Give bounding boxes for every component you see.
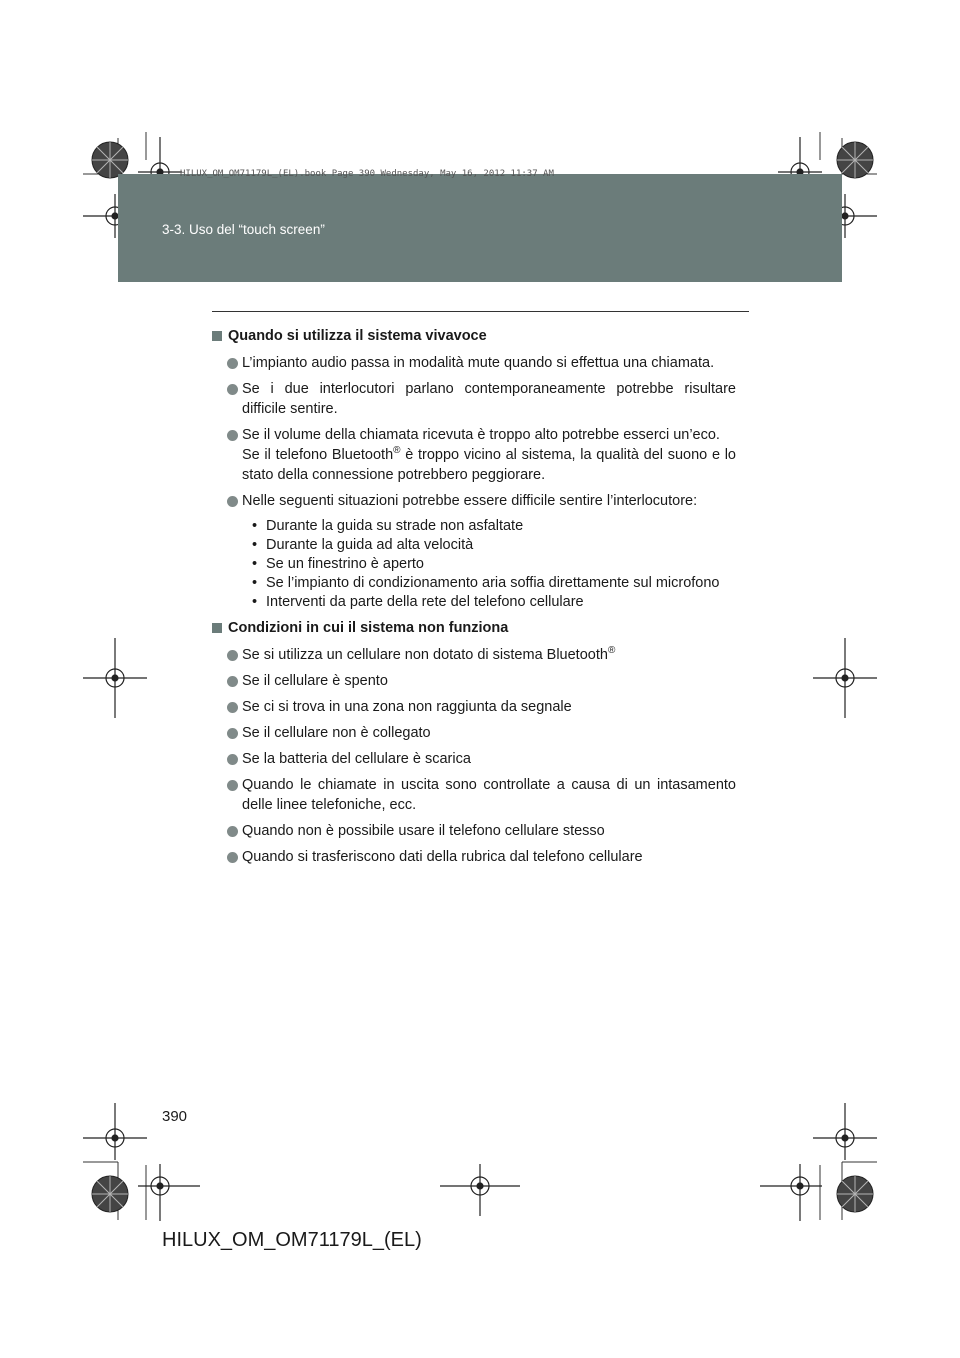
- list-item: L’impianto audio passa in modalità mute quando si effettua una chiamata.: [212, 353, 736, 373]
- section-heading: Condizioni in cui il sistema non funziona: [212, 618, 736, 638]
- list-item: Nelle seguenti situazioni potrebbe essere difficile sentire l’interlocutore:: [212, 491, 736, 511]
- square-bullet-icon: [212, 331, 222, 341]
- file-stamp: HILUX_OM_OM71179L_(EL).book Page 390 Wednesday, May 16, 2012 11:37 AM: [180, 169, 554, 179]
- content-body: [212, 326, 736, 873]
- list-item: Se il cellulare non è collegato: [212, 723, 736, 743]
- document-code: HILUX_OM_OM71179L_(EL): [162, 1229, 422, 1251]
- round-bullet-icon: [227, 780, 238, 791]
- divider-line: [212, 311, 749, 312]
- round-bullet-icon: [227, 754, 238, 765]
- sub-list-item: • Se un finestrino è aperto: [252, 556, 424, 572]
- round-bullet-icon: [227, 650, 238, 661]
- round-bullet-icon: [227, 358, 238, 369]
- section-heading: Quando si utilizza il sistema vivavoce: [212, 326, 736, 346]
- round-bullet-icon: [227, 676, 238, 687]
- list-item: Se si utilizza un cellulare non dotato di sistema Bluetooth®: [212, 645, 736, 665]
- list-item: Se i due interlocutori parlano contemporaneamente potrebbe risultare difficile sentire.: [212, 379, 736, 419]
- round-bullet-icon: [227, 852, 238, 863]
- sub-list-item: • Interventi da parte della rete del telefono cellulare: [252, 594, 584, 610]
- list-item: Quando le chiamate in uscita sono controllate a causa di un intasamento delle linee telefoniche, ecc.: [212, 775, 736, 815]
- page-number: 390: [162, 1108, 188, 1125]
- round-bullet-icon: [227, 702, 238, 713]
- list-item: Se la batteria del cellulare è scarica: [212, 749, 736, 769]
- list-item: Quando non è possibile usare il telefono cellulare stesso: [212, 821, 736, 841]
- round-bullet-icon: [227, 430, 238, 441]
- round-bullet-icon: [227, 384, 238, 395]
- list-item: Se ci si trova in una zona non raggiunta da segnale: [212, 697, 736, 717]
- list-item: Se il cellulare è spento: [212, 671, 736, 691]
- sub-list-item: • Se l’impianto di condizionamento aria soffia direttamente sul microfono: [252, 575, 720, 591]
- sub-list: [212, 517, 736, 612]
- square-bullet-icon: [212, 623, 222, 633]
- list-item: Se il volume della chiamata ricevuta è troppo alto potrebbe esserci un’eco. Se il telefono Bluetooth® è troppo vicino al sistema, la qualità del suono e lo stato della connessione potrebbero peggiorare.: [212, 425, 736, 485]
- list-item: Quando si trasferiscono dati della rubrica dal telefono cellulare: [212, 847, 736, 867]
- round-bullet-icon: [227, 826, 238, 837]
- list-item-continuation: Se il telefono Bluetooth® è troppo vicino al sistema, la qualità del suono e lo stato della connessione potrebbero peggiorare.: [242, 445, 736, 483]
- round-bullet-icon: [227, 496, 238, 507]
- section-title: 3-3. Uso del “touch screen”: [162, 222, 325, 237]
- round-bullet-icon: [227, 728, 238, 739]
- sub-list-item: • Durante la guida su strade non asfaltate: [252, 518, 524, 534]
- sub-list-item: • Durante la guida ad alta velocità: [252, 537, 474, 553]
